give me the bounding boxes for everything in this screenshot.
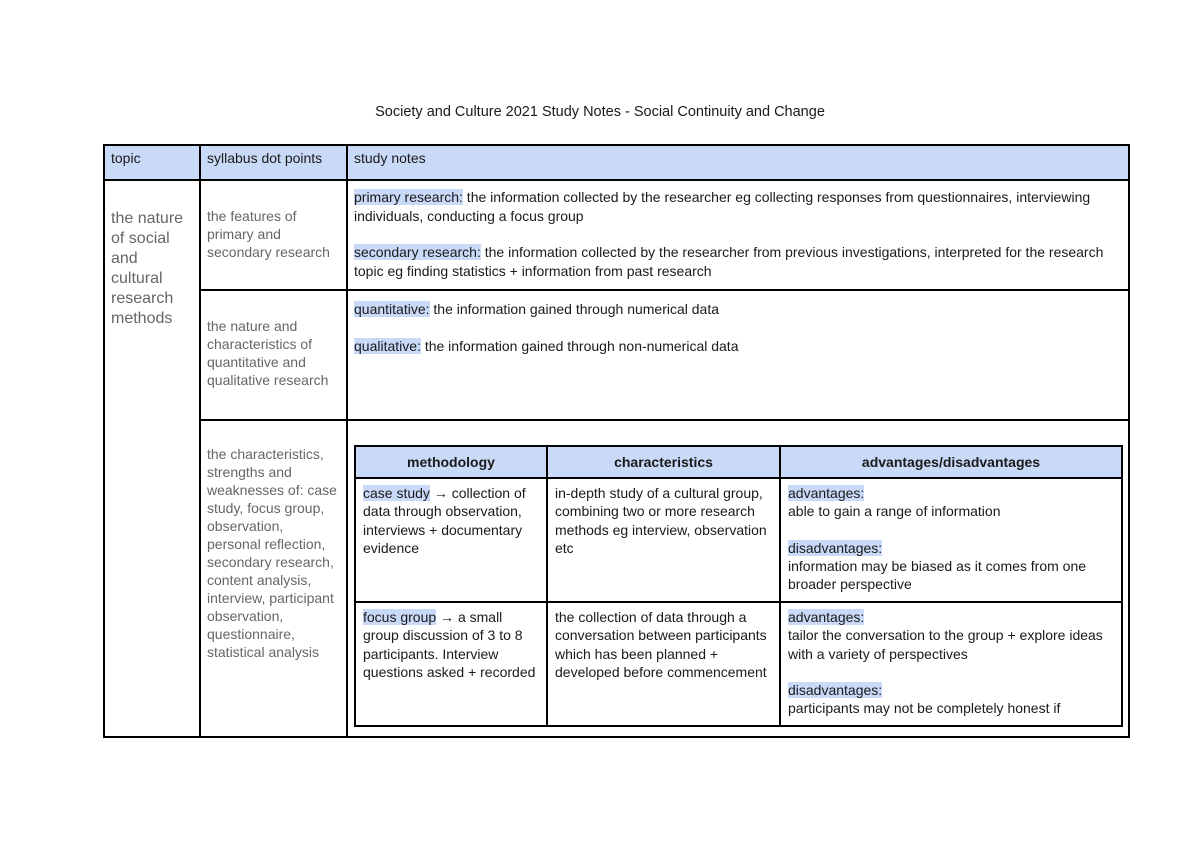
disadvantages-text: participants may not be completely honest if [788, 700, 1061, 717]
header-notes: study notes [347, 145, 1129, 180]
header-methodology: methodology [355, 446, 547, 478]
disadvantages-text: information may be biased as it comes from one broader perspective [788, 557, 1087, 593]
header-topic: topic [104, 145, 200, 180]
advantages-cell [780, 602, 1122, 726]
study-notes-cell [347, 290, 1129, 420]
note-paragraph [354, 188, 1122, 225]
study-notes-cell [347, 180, 1129, 290]
note-text: the information gained through numerical data [429, 301, 720, 317]
advantages-text: tailor the conversation to the group + explore ideas with a variety of perspectives [788, 627, 1103, 662]
note-text: the information collected by the researcher eg collecting responses from questionnaires, interviewing individuals, conducting a focus group [354, 189, 1091, 224]
note-term: secondary research: [354, 244, 481, 260]
advantages-label: advantages: [788, 485, 865, 501]
note-paragraph [354, 243, 1122, 280]
method-cell [355, 478, 547, 602]
note-paragraph [354, 300, 1122, 319]
method-text: → collection of data through observation, interviews + documentary evidence [363, 485, 526, 556]
header-syllabus: syllabus dot points [200, 145, 347, 180]
disadvantages-label: disadvantages: [788, 539, 883, 556]
note-term: quantitative: [354, 301, 430, 317]
note-paragraph [354, 337, 1122, 356]
methodology-header-row [355, 446, 1122, 478]
header-row [104, 145, 1129, 180]
table-row [104, 180, 1129, 290]
syllabus-dot-point: the characteristics, strengths and weaknesses of: case study, focus group, observation, personal reflection, secondary research, content analysis, interview, participant observation, questionnaire, statistical analysis [200, 420, 347, 737]
note-text: the information gained through non-numerical data [420, 337, 739, 354]
syllabus-dot-point: the nature and characteristics of quantitative and qualitative research [200, 290, 347, 420]
method-term: case study [363, 485, 430, 501]
methodology-table [354, 445, 1123, 727]
document-title: Society and Culture 2021 Study Notes - Social Continuity and Change [375, 104, 825, 120]
method-cell [355, 602, 547, 726]
methodology-row [355, 478, 1122, 602]
methodology-row [355, 602, 1122, 726]
characteristics-cell: the collection of data through a conversation between participants which has been planned + developed before commencement [547, 602, 780, 726]
note-text: the information collected by the researcher from previous investigations, interpreted for the research topic eg finding statistics + information from past research [354, 244, 1104, 279]
method-term: focus group [363, 609, 437, 625]
topic-cell: the nature of social and cultural research methods [104, 180, 200, 737]
syllabus-dot-point: the features of primary and secondary research [200, 180, 347, 290]
note-term: primary research: [354, 189, 463, 205]
advantages-text: able to gain a range of information [788, 503, 1001, 520]
table-row [104, 420, 1129, 737]
study-notes-cell [347, 420, 1129, 737]
advantages-cell [780, 478, 1122, 602]
note-term: qualitative: [354, 337, 421, 354]
method-text: → a small group discussion of 3 to 8 participants. Interview questions asked + recorded [363, 609, 536, 680]
header-characteristics: characteristics [547, 446, 780, 478]
characteristics-cell: in-depth study of a cultural group, combining two or more research methods eg interview, observation etc [547, 478, 780, 602]
table-row [104, 290, 1129, 420]
header-advantages: advantages/disadvantages [780, 446, 1122, 478]
study-notes-table [103, 144, 1130, 738]
disadvantages-label: disadvantages: [788, 681, 883, 698]
advantages-label: advantages: [788, 609, 865, 625]
